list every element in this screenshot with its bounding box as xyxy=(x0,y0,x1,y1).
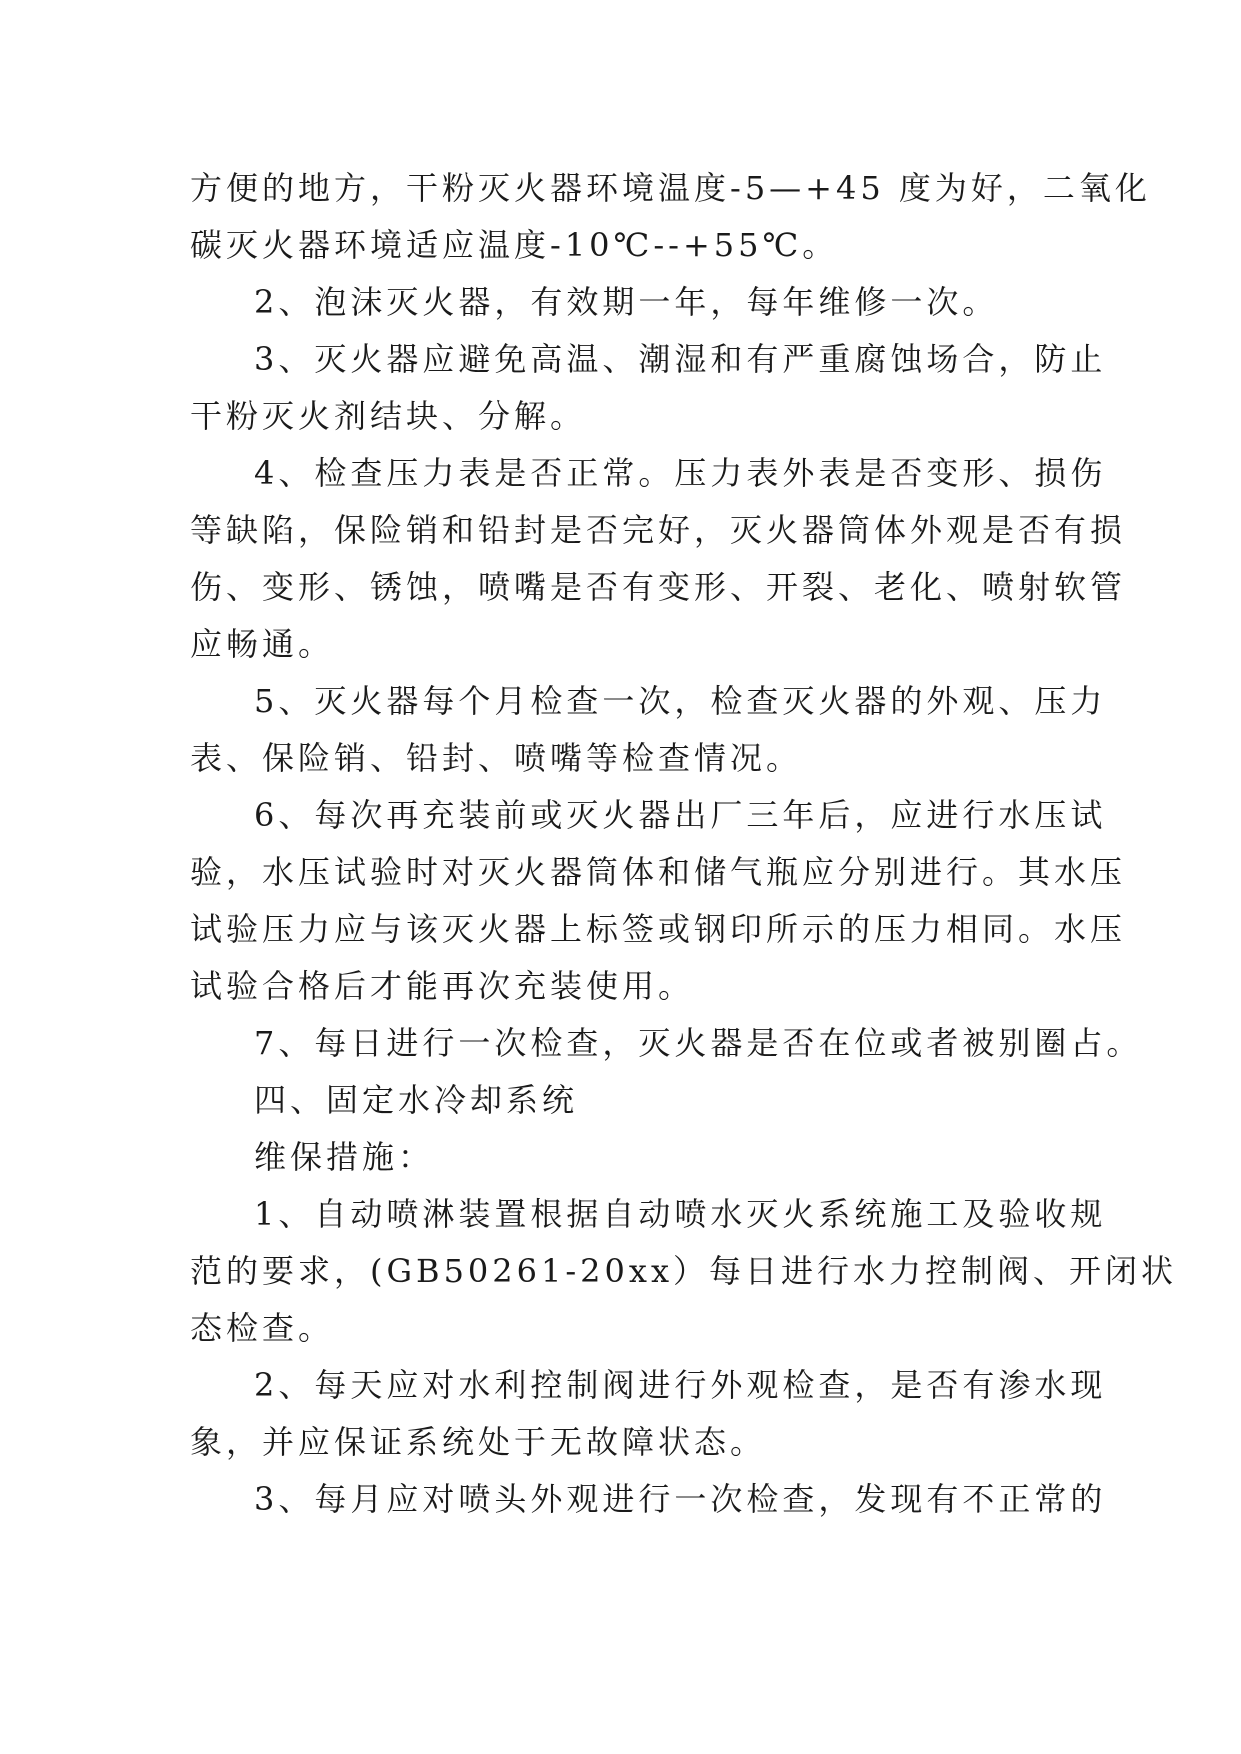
paragraph-item-4 xyxy=(190,445,1127,673)
text-line: 碳灭火器环境适应温度-10℃--+55℃。 xyxy=(190,226,839,264)
paragraph-item-3 xyxy=(190,331,1107,445)
paragraph-measure-3 xyxy=(190,1471,1107,1528)
text-line: 干粉灭火剂结块、分解。 xyxy=(190,397,587,435)
text-line: 2、泡沫灭火器，有效期一年，每年维修一次。 xyxy=(254,283,999,321)
document-body xyxy=(190,160,1177,1528)
text-line: 4、检查压力表是否正常。压力表外表是否变形、损伤 xyxy=(254,454,1107,492)
paragraph-item-6 xyxy=(190,787,1127,1015)
text-line: 表、保险销、铅封、喷嘴等检查情况。 xyxy=(190,739,803,777)
text-line: 象，并应保证系统处于无故障状态。 xyxy=(190,1423,767,1461)
paragraph-measure-2 xyxy=(190,1357,1107,1471)
text-line: 试验合格后才能再次充装使用。 xyxy=(190,967,695,1005)
text-line: 2、每天应对水利控制阀进行外观检查，是否有渗水现 xyxy=(254,1366,1107,1404)
text-line: 维保措施： xyxy=(254,1138,435,1176)
paragraph-item-5 xyxy=(190,673,1107,787)
text-line: 方便的地方，干粉灭火器环境温度-5—+45 度为好，二氧化 xyxy=(190,169,1151,207)
paragraph-measure-1 xyxy=(190,1186,1177,1357)
paragraph-item-2 xyxy=(190,274,1052,331)
text-line: 应畅通。 xyxy=(190,625,335,663)
text-line: 6、每次再充装前或灭火器出厂三年后，应进行水压试 xyxy=(254,796,1107,834)
text-line: 3、灭火器应避免高温、潮湿和有严重腐蚀场合，防止 xyxy=(254,340,1107,378)
text-line: 5、灭火器每个月检查一次，检查灭火器的外观、压力 xyxy=(254,682,1107,720)
text-line: 1、自动喷淋装置根据自动喷水灭火系统施工及验收规 xyxy=(254,1195,1107,1233)
text-line: 态检查。 xyxy=(190,1309,335,1347)
text-line: 3、每月应对喷头外观进行一次检查，发现有不正常的 xyxy=(254,1480,1107,1518)
paragraph-continuation xyxy=(190,160,1151,274)
text-line: 验，水压试验时对灭火器筒体和储气瓶应分别进行。其水压 xyxy=(190,853,1127,891)
section-heading xyxy=(190,1072,1052,1129)
text-line: 范的要求，(GB50261-20xx）每日进行水力控制阀、开闭状 xyxy=(190,1252,1177,1290)
text-line: 等缺陷，保险销和铅封是否完好，灭火器筒体外观是否有损 xyxy=(190,511,1127,549)
text-line: 试验压力应与该灭火器上标签或钢印所示的压力相同。水压 xyxy=(190,910,1127,948)
text-line: 7、每日进行一次检查，灭火器是否在位或者被别圈占。 xyxy=(254,1024,1143,1062)
text-line: 伤、变形、锈蚀，喷嘴是否有变形、开裂、老化、喷射软管 xyxy=(190,568,1127,606)
text-line: 四、固定水冷却系统 xyxy=(254,1081,579,1119)
paragraph-item-7 xyxy=(190,1015,1143,1072)
subsection-heading xyxy=(190,1129,1052,1186)
